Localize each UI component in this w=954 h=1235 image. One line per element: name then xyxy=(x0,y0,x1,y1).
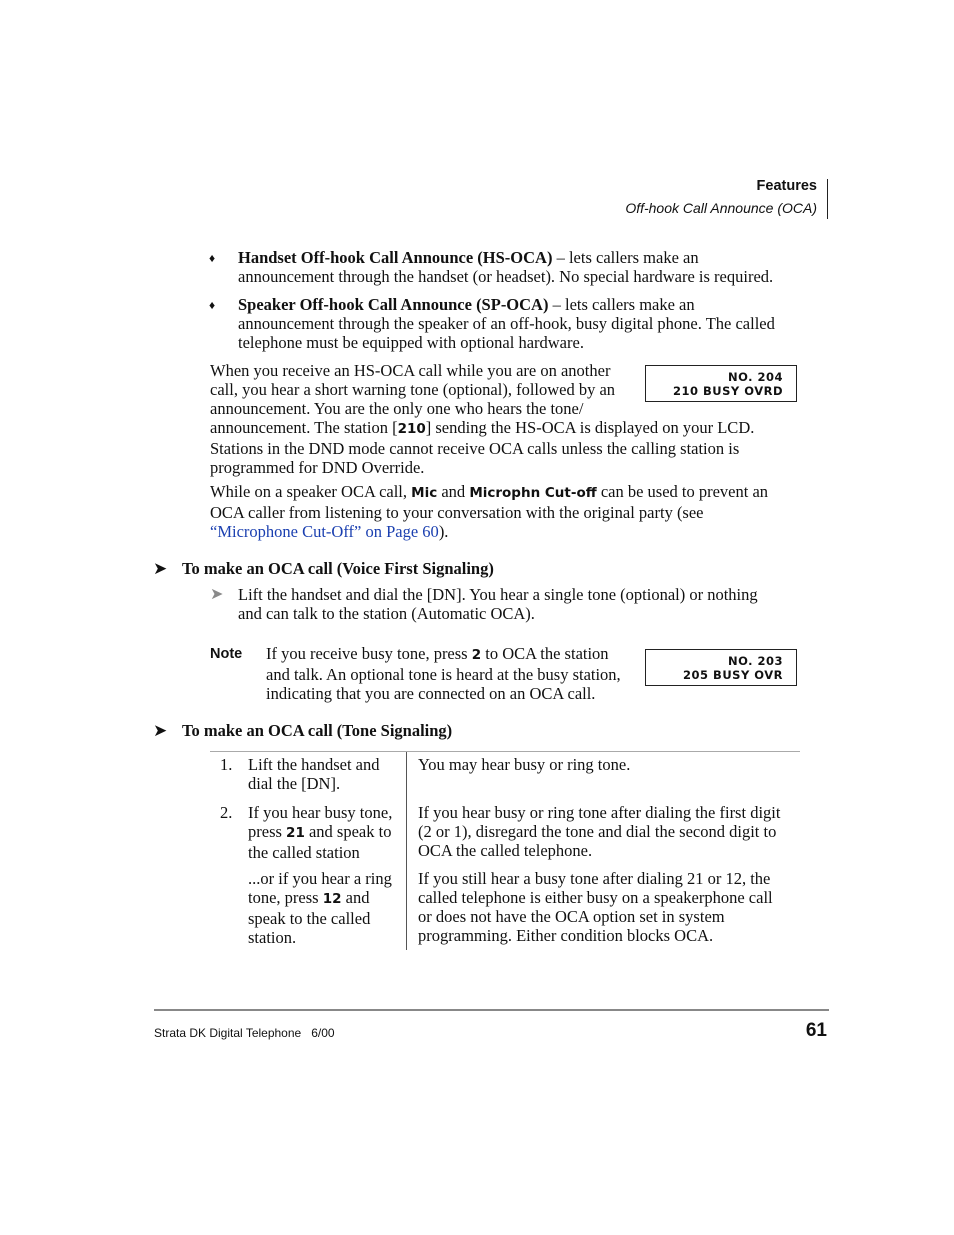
bullet-text: announcement through the speaker of an off-hook, busy digital phone. The called xyxy=(238,314,775,333)
note-label: Note xyxy=(210,646,243,662)
lcd-line-2: 205 BUSY OVR xyxy=(683,668,783,682)
paragraph-line: announcement. You are the only one who hears the tone/ xyxy=(210,399,584,418)
section-subtitle: Off-hook Call Announce (OCA) xyxy=(625,200,817,216)
paragraph-text: announcement. The station [ xyxy=(210,418,398,437)
paragraph-line: call, you hear a short warning tone (optional), followed by an xyxy=(210,380,616,399)
key-210: 210 xyxy=(397,421,426,437)
table-cell-line: speak to the called xyxy=(248,909,371,928)
key-2: 2 xyxy=(471,647,482,663)
paragraph-line: programmed for DND Override. xyxy=(210,458,425,477)
note-line: If you receive busy tone, press xyxy=(266,644,472,663)
table-cell-line: If you hear busy tone, xyxy=(248,803,393,822)
paragraph-text: ] sending the HS-OCA is displayed on your LCD. xyxy=(425,418,755,437)
paragraph-line: OCA caller from listening to your conversation with the original party (see xyxy=(210,503,704,522)
paragraph-text: and xyxy=(437,482,470,501)
bullet-hs-oca xyxy=(238,248,808,286)
table-cell-line: called telephone is either busy on a speakerphone call xyxy=(418,888,773,907)
header-rule xyxy=(827,179,828,219)
bullet-term: Handset Off-hook Call Announce (HS-OCA) xyxy=(238,248,553,267)
bullet-text: announcement through the handset (or headset). No special hardware is required. xyxy=(238,267,774,286)
table-cell-text: and xyxy=(341,888,370,907)
lcd-line-2: 210 BUSY OVRD xyxy=(673,384,783,398)
note-line: indicating that you are connected on an OCA call. xyxy=(266,684,596,703)
procedure-title: To make an OCA call (Tone Signaling) xyxy=(182,721,453,740)
footer-rule xyxy=(154,1009,829,1011)
table-cell-line: (2 or 1), disregard the tone and dial the second digit to xyxy=(418,822,777,841)
table-column-rule xyxy=(406,752,407,950)
bullet-text: – lets callers make an xyxy=(552,248,699,267)
note-text xyxy=(266,644,646,703)
key-21: 21 xyxy=(286,825,305,841)
table-cell-text: tone, press xyxy=(248,888,323,907)
footer-title: Strata DK Digital Telephone 6/00 xyxy=(154,1026,335,1040)
table-cell-line: station. xyxy=(248,928,297,947)
table-cell-line: the called station xyxy=(248,843,360,862)
cross-reference-link[interactable]: “Microphone Cut-Off” on Page 60 xyxy=(210,522,439,541)
table-step-result xyxy=(418,803,803,860)
paragraph-text: can be used to prevent an xyxy=(596,482,769,501)
table-cell-line: ...or if you hear a ring xyxy=(248,869,392,888)
table-cell-line: OCA the called telephone. xyxy=(418,841,593,860)
table-step-action xyxy=(248,755,403,793)
table-cell-text: and speak to xyxy=(304,822,392,841)
table-cell-line: If you still hear a busy tone after dialing 21 or 12, the xyxy=(418,869,771,888)
step-line: and can talk to the station (Automatic OCA). xyxy=(238,604,535,623)
lcd-display xyxy=(645,649,797,686)
procedure-arrow-icon: ➤ xyxy=(153,721,168,740)
key-12: 12 xyxy=(322,891,342,907)
table-cell-line: You may hear busy or ring tone. xyxy=(418,755,631,774)
table-cell-text: press xyxy=(248,822,287,841)
paragraph-text: ). xyxy=(438,522,449,541)
paragraph-speaker-oca xyxy=(210,482,810,541)
step-number: 2. xyxy=(220,803,233,822)
paragraph-line: When you receive an HS-OCA call while you are on another xyxy=(210,361,611,380)
table-cell-line: dial the [DN]. xyxy=(248,774,341,793)
note-line: to OCA the station xyxy=(481,644,609,663)
note-line: and talk. An optional tone is heard at the busy station, xyxy=(266,665,621,684)
key-microphn-cut-off: Microphn Cut-off xyxy=(469,485,597,501)
step-line: Lift the handset and dial the [DN]. You hear a single tone (optional) or nothing xyxy=(238,585,758,604)
section-title: Features xyxy=(756,178,817,194)
procedure-title: To make an OCA call (Voice First Signaling) xyxy=(182,559,494,578)
table-cell-line: If you hear busy or ring tone after dialing the first digit xyxy=(418,803,781,822)
table-top-rule xyxy=(210,751,800,752)
key-mic: Mic xyxy=(411,485,438,501)
lcd-display xyxy=(645,365,797,402)
paragraph-line: Stations in the DND mode cannot receive OCA calls unless the calling station is xyxy=(210,439,740,458)
procedure-arrow-icon: ➤ xyxy=(153,559,168,578)
table-step-result xyxy=(418,755,803,774)
bullet-diamond-icon: ♦ xyxy=(209,298,216,312)
table-cell-line: programming. Either condition blocks OCA. xyxy=(418,926,714,945)
step-arrow-icon: ➤ xyxy=(210,586,224,603)
lcd-line-1: NO. 204 xyxy=(727,370,783,384)
table-step-action xyxy=(248,803,403,862)
bullet-text: – lets callers make an xyxy=(548,295,695,314)
bullet-diamond-icon: ♦ xyxy=(209,251,216,265)
table-step-result xyxy=(418,869,803,945)
bullet-sp-oca xyxy=(238,295,808,352)
bullet-text: telephone must be equipped with optional hardware. xyxy=(238,333,584,352)
lcd-line-1: NO. 203 xyxy=(727,654,783,668)
bullet-term: Speaker Off-hook Call Announce (SP-OCA) xyxy=(238,295,549,314)
table-cell-line: Lift the handset and xyxy=(248,755,380,774)
table-step-action xyxy=(248,869,403,947)
procedure-step xyxy=(238,585,808,623)
table-cell-line: or does not have the OCA option set in system xyxy=(418,907,725,926)
step-number: 1. xyxy=(220,755,233,774)
page-number: 61 xyxy=(805,1020,827,1041)
paragraph-text: While on a speaker OCA call, xyxy=(210,482,412,501)
